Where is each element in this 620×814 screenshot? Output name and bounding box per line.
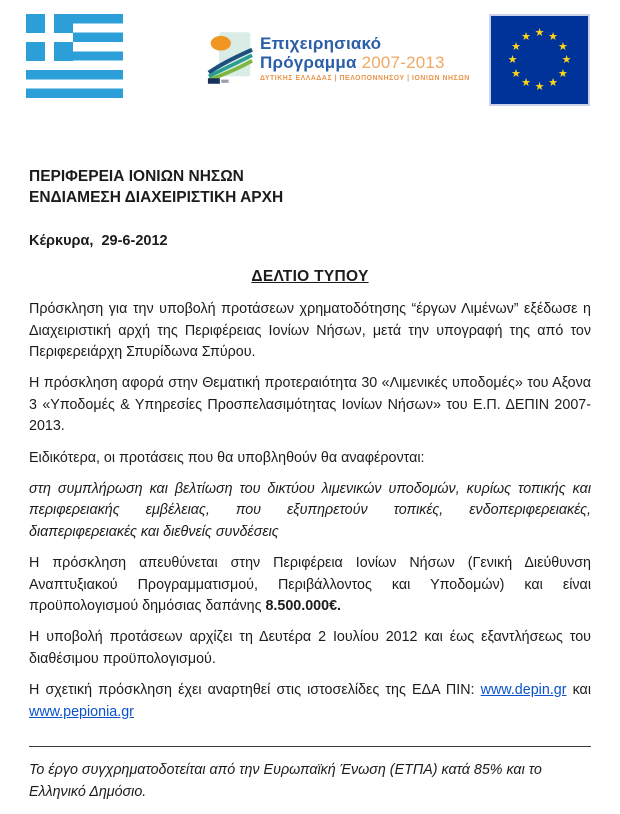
programme-regions-subtitle: ΔΥΤΙΚΗΣ ΕΛΛΑΔΑΣ | ΠΕΛΟΠΟΝΝΗΣΟΥ | ΙΟΝΙΩΝ ΝΗΣΩΝ: [260, 75, 470, 82]
organization-heading: [29, 166, 591, 208]
greek-flag-icon: [26, 14, 123, 98]
organization-name: ΠΕΡΙΦΕΡΕΙΑ ΙΟΝΙΩΝ ΝΗΣΩΝ: [29, 168, 244, 185]
paragraph-proposals-intro: Ειδικότερα, οι προτάσεις που θα υποβληθούν θα αναφέρονται:: [29, 449, 425, 466]
greek-flag-canton: [26, 14, 73, 61]
eu-flag-icon: [489, 14, 590, 106]
operational-programme-logo: [207, 29, 470, 87]
paragraph-budget: Η πρόσκληση απευθύνεται στην Περιφέρεια Ιονίων Νήσων (Γενική Διεύθυνση Αναπτυξιακού Προγραμματισμού, Περιβάλλοντος και Υποδομών) και είναι προϋπολογισμού δημόσιας δαπάνης 8.500.000€.: [29, 554, 591, 615]
press-release-title: ΔΕΛΤΙΟ ΤΥΠΟΥ: [251, 268, 369, 285]
paragraph-invitation: Πρόσκληση για την υποβολή προτάσεων χρηματοδότησης “έργων Λιμένων” εξέδωσε η Διαχειριστική αρχή της Περιφέρειας Ιονίων Νήσων, μετά την υπογραφή της από τον Περιφερειάρχη Σπυρίδωνα Σπύρου.: [29, 301, 591, 361]
programme-years: 2007-2013: [361, 53, 445, 72]
greek-flag-cross-icon: [26, 33, 73, 42]
programme-logo-text: [260, 34, 470, 87]
dateline: Κέρκυρα, 29-6-2012: [29, 233, 168, 249]
pepionia-link[interactable]: www.pepionia.gr: [29, 703, 134, 720]
header: [0, 0, 620, 110]
budget-amount: 8.500.000€.: [265, 598, 341, 615]
footer-separator-rule: [29, 746, 591, 747]
paragraph-thematic-priority: Η πρόσκληση αφορά στην Θεματική προτεραιότητα 30 «Λιμενικές υποδομές» του Αξονα 3 «Υποδομές & Υπηρεσίες Προσπελασιμότητας Ιονίων Νήσων» του Ε.Π. ΔΕΠΙΝ 2007-2013.: [29, 375, 591, 435]
programme-name-line1: Επιχειρησιακό: [260, 34, 382, 53]
programme-name-line2: Πρόγραμμα 2007-2013: [260, 53, 445, 72]
cofinancing-note: Το έργο συγχρηματοδοτείται από την Ευρωπαϊκή Ένωση (ΕΤΠΑ) κατά 85% και το Ελληνικό Δημόσιο.: [29, 762, 542, 800]
organization-authority: ΕΝΔΙΑΜΕΣΗ ΔΙΑΧΕΙΡΙΣΤΙΚΗ ΑΡΧΗ: [29, 189, 284, 206]
paragraph-websites: Η σχετική πρόσκληση έχει αναρτηθεί στις ιστοσελίδες της ΕΔΑ ΠΙΝ: www.depin.gr και www.pepionia.gr: [29, 681, 591, 720]
programme-swoosh-icon: [207, 29, 253, 87]
depin-link[interactable]: www.depin.gr: [480, 681, 567, 698]
document-body: [0, 166, 620, 803]
paragraph-scope-italic: στη συμπλήρωση και βελτίωση του δικτύου λιμενικών υποδομών, κυρίως τοπικής και περιφερειακής εμβέλειας, που εξυπηρετούν τοπικές, ενδοπεριφερειακές, διαπεριφερειακές και διεθνείς συνδέσεις: [29, 480, 591, 540]
paragraph-submission-period: Η υποβολή προτάσεων αρχίζει τη Δευτέρα 2 Ιουλίου 2012 και έως εξαντλήσεως του διαθέσιμου προϋπολογισμού.: [29, 629, 591, 667]
